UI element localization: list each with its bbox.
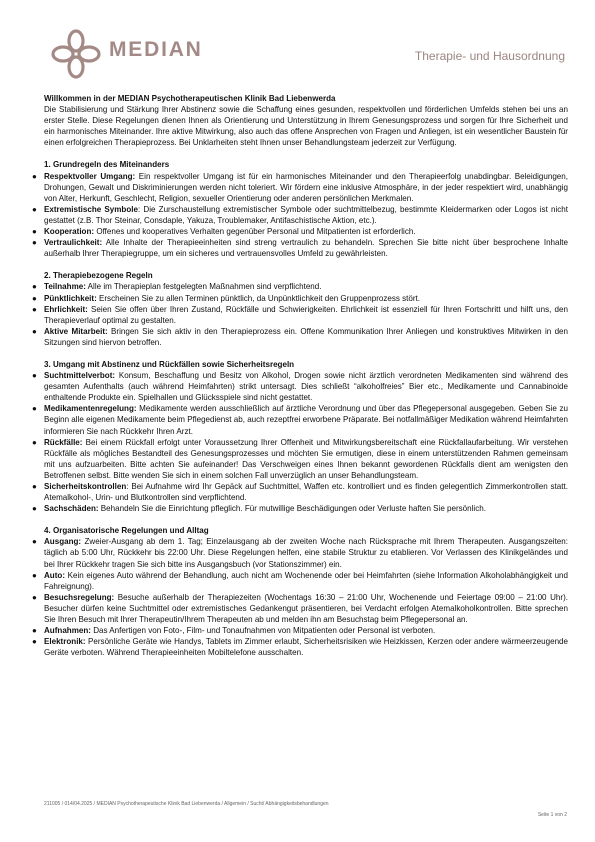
item-text: Persönliche Geräte wie Handys, Tablets im Zimmer erlaubt, Sicherheitsrisiken wie Heizkissen, Kerzen oder andere wärmeerzeugende Geräte verboten. Während Therapieeinheiten Mobiltelefone ausschalten. <box>44 637 568 658</box>
item-text: Besuche außerhalb der Therapiezeiten (Wochentags 16:30 – 21:00 Uhr, Wochenende und Feiertage 09:00 – 21:00 Uhr). Besucher dürfen keine Suchtmittel oder extremistisches Gedankengut präsentieren, bei Verdacht erfolgen Atemalkoholkontrollen. Bitte sprechen Sie Ihren Besuch mit Ihrer Therapeutin/Ihrem Therapeuten ab und melden ihn am Besuchstag beim Pflegepersonal an. <box>44 592 568 625</box>
item-text: : Die Zurschaustellung extremistischer Symbole oder suchtmittelbezug, bestimmte Kleidermarken oder Logos ist nicht gestattet (z.B. Thor Steinar, Consdaple, Yakuza, Troublemaker, Antifaschistische Aktion, etc.). <box>44 204 569 225</box>
item-term: Ehrlichkeit: <box>44 304 88 314</box>
item-term: Teilnahme: <box>44 282 86 292</box>
bullet-icon: ● <box>32 592 37 602</box>
bullet-icon: ● <box>32 238 37 248</box>
list-item <box>32 403 568 436</box>
item-term: Suchtmittelverbot: <box>44 371 116 381</box>
list-item <box>32 326 568 348</box>
section-list <box>32 171 569 260</box>
item-term: Ausgang: <box>44 537 82 547</box>
intro-title: Willkommen in der MEDIAN Psychotherapeutischen Klinik Bad Liebenwerda <box>44 94 336 103</box>
item-text: Offenes und kooperatives Verhalten gegenüber Personal und Mitpatienten ist erforderlich. <box>94 227 416 237</box>
item-term: Respektvoller Umgang: <box>44 171 136 181</box>
list-item <box>32 226 568 237</box>
section-title: 4. Organisatorische Regelungen und Alltag <box>44 526 209 536</box>
bullet-icon: ● <box>32 371 37 381</box>
bullet-icon: ● <box>32 293 37 303</box>
list-item <box>32 370 568 403</box>
page-number: Seite 1 von 2 <box>537 812 567 818</box>
list-item <box>32 237 568 259</box>
bullet-icon: ● <box>32 504 37 514</box>
list-item <box>32 536 568 569</box>
list-item <box>32 503 568 514</box>
item-text: Behandeln Sie die Einrichtung pfleglich. Für mutwillige Beschädigungen oder Verluste haften Sie persönlich. <box>98 504 486 514</box>
item-term: Kooperation: <box>44 227 95 237</box>
bullet-icon: ● <box>32 171 37 181</box>
item-text: Seien Sie offen über Ihren Zustand, Rückfälle und Schwierigkeiten. Ehrlichkeit ist essenziell für Ihren Fortschritt und hilft uns, den Therapieverlauf optimal zu gestalten. <box>44 304 568 325</box>
section-title: 3. Umgang mit Abstinenz und Rückfällen sowie Sicherheitsregeln <box>44 359 295 369</box>
item-text: : Bei Aufnahme wird Ihr Gepäck auf Suchtmittel, Waffen etc. kontrolliert und es finden gelegentlich Zimmerkontrollen statt. Atemalkohol-, Urin- und Blutkontrollen sind verpflichtend. <box>44 482 568 503</box>
bullet-icon: ● <box>32 304 37 314</box>
list-item <box>32 293 568 304</box>
section-list <box>32 281 568 348</box>
item-text: Alle Inhalte der Therapieeinheiten sind streng vertraulich zu behandeln. Sprechen Sie bitte nicht über besprochene Inhalte außerhalb Ihrer Therapiegruppe, um ein sicheres und vertrauensvolles Umfeld zu gewährleisten. <box>44 238 568 259</box>
section-title: 2. Therapiebezogene Regeln <box>44 271 153 281</box>
bullet-icon: ● <box>32 637 37 647</box>
section-title: 1. Grundregeln des Miteinanders <box>44 160 170 170</box>
sections-container <box>32 159 569 658</box>
list-item <box>32 304 568 326</box>
list-item <box>32 625 568 636</box>
list-item <box>32 437 568 481</box>
bullet-icon: ● <box>32 537 37 547</box>
item-term: Aktive Mitarbeit: <box>44 326 108 336</box>
item-term: Besuchsregelung: <box>44 592 115 602</box>
item-term: Rückfälle: <box>44 437 83 447</box>
item-term: Elektronik: <box>44 637 86 647</box>
bullet-icon: ● <box>32 227 37 237</box>
item-text: Medikamente werden ausschließlich auf ärztliche Verordnung und über das Pflegepersonal ausgegeben. Geben Sie zu Beginn alle eigenen Medikamente beim Pflegedienst ab, auch rezeptfrei erworbene Präparate. Bei notfallmäßiger Medikation während Heimfahrten informieren Sie nach Rückkehr Ihren Arzt. <box>44 404 568 436</box>
list-item <box>32 636 568 658</box>
item-text: Zweier-Ausgang ab dem 1. Tag; Einzelausgang ab der zweiten Woche nach Rücksprache mit Ihrem Therapeuten. Ausgangszeiten: täglich ab 5:00 Uhr, Rückkehr bis 22:00 Uhr. Diese Regelungen helfen, eine stabile Struktur zu etablieren. Vor Verlassen des Klinikgeländes und bei Ihrer Rückkehr tragen Sie sich bitte ins Ausgangsbuch (vor Stationszimmer) ein. <box>44 537 568 569</box>
list-item <box>32 171 568 204</box>
list-item <box>32 204 569 226</box>
footer-reference: 211005 / 014/04.2025 / MEDIAN Psychotherapeutische Klinik Bad Liebenwerda / Allgemein / Sucht/ Abhängigkeitsbehandlungen <box>44 801 329 807</box>
bullet-icon: ● <box>32 282 37 292</box>
list-item <box>32 481 568 503</box>
bullet-icon: ● <box>32 204 37 214</box>
bullet-icon: ● <box>32 570 37 580</box>
brand-name: MEDIAN <box>109 38 203 61</box>
item-term: Extremistische Symbole <box>44 204 138 214</box>
item-term: Aufnahmen: <box>44 626 91 636</box>
item-term: Pünktlichkeit: <box>44 293 97 303</box>
item-term: Auto: <box>44 570 66 580</box>
item-text: Bei einem Rückfall erfolgt unter Voraussetzung Ihrer Offenheit und Mitwirkungsbereitschaft eine Rückfallaufarbeitung. Wir verstehen Rückfälle als mögliches Bestandteil des Genesungsprozesses und möchten Sie ermutigen, diese in einem unterstützenden Rahmen gemeinsam mit uns aufzuarbeiten. Bitte achten Sie aufeinander! Das Verschweigen eines Ihnen bekannt gewordenen Rückfalls dient am wenigsten den Betroffenen selbst. Bitte wenden Sie sich in einem solchen Fall unverzüglich an unser Behandlungsteam. <box>44 437 568 480</box>
bullet-icon: ● <box>32 404 37 414</box>
section-list <box>32 536 568 658</box>
list-item <box>32 592 568 625</box>
bullet-icon: ● <box>32 437 37 447</box>
bullet-icon: ● <box>32 326 37 336</box>
item-term: Sicherheitskontrollen <box>44 482 127 491</box>
bullet-icon: ● <box>32 626 37 636</box>
median-logo-icon <box>50 28 102 80</box>
section-list <box>32 370 568 514</box>
item-text: Kein eigenes Auto während der Behandlung, auch nicht am Wochenende oder bei Heimfahrten (siehe Information Alkoholabhängigkeit und Fahreignung). <box>44 570 568 591</box>
intro-paragraph: Die Stabilisierung und Stärkung Ihrer Abstinenz sowie die Schaffung eines gesunden, respektvollen und förderlichen Umfelds stehen bei uns an erster Stelle. Diese Regelungen dienen Ihnen als Orientierung und Unterstützung in Ihrem Genesungsprozess und sorgen für Ihre Sicherheit und ein harmonisches Miteinander. Ihre aktive Mitwirkung, also auch das offene Ansprechen von Fragen und Anliegen, ist ein wesentlicher Baustein für einen erfolgreichen Therapieprozess. Bei Unklarheiten steht Ihnen unser Behandlungsteam jederzeit zur Verfügung. <box>44 105 568 148</box>
document-body <box>32 93 569 658</box>
item-text: Alle im Therapieplan festgelegten Maßnahmen sind verpflichtend. <box>85 282 322 292</box>
list-item <box>32 281 568 292</box>
list-item <box>32 570 568 592</box>
bullet-icon: ● <box>32 482 37 491</box>
item-text: Ein respektvoller Umgang ist für ein harmonisches Miteinander und den Therapieerfolg unabdingbar. Beleidigungen, Drohungen, Gewalt und Diskriminierungen werden nicht toleriert. Wir fördern eine inklusive Atmosphäre, in der jeder respektiert wird, unabhängig von Alter, Herkunft, Geschlecht, Religion, sexueller Orientierung oder anderen persönlichen Merkmalen. <box>44 171 568 203</box>
item-text: Bringen Sie sich aktiv in den Therapieprozess ein. Offene Kommunikation Ihrer Anliegen und konstruktives Mitwirken in den Sitzungen sind hiervon betroffen. <box>44 326 568 347</box>
item-term: Sachschäden: <box>44 504 99 514</box>
item-text: Erscheinen Sie zu allen Terminen pünktlich, da Unpünktlichkeit den Gruppenprozess stört. <box>96 293 421 303</box>
item-term: Medikamentenregelung: <box>44 404 137 414</box>
item-text: Das Anfertigen von Foto-, Film- und Tonaufnahmen von Mitpatienten oder Personal ist verboten. <box>90 626 436 636</box>
document-title: Therapie- und Hausordnung <box>414 49 565 63</box>
item-text: Konsum, Beschaffung und Besitz von Alkohol, Drogen sowie nicht ärztlich verordneten Medikamenten sind während des gesamten Aufenthalts (auch während Heimfahrten) strikt untersagt. Dies schließt “alkoholfreies” Bier etc., Medikamente und Cannabinoide enthaltende Produkte ein. Spielhallen und Glücksspiele sind nicht gestattet. <box>44 371 568 403</box>
item-term: Vertraulichkeit: <box>44 238 103 248</box>
